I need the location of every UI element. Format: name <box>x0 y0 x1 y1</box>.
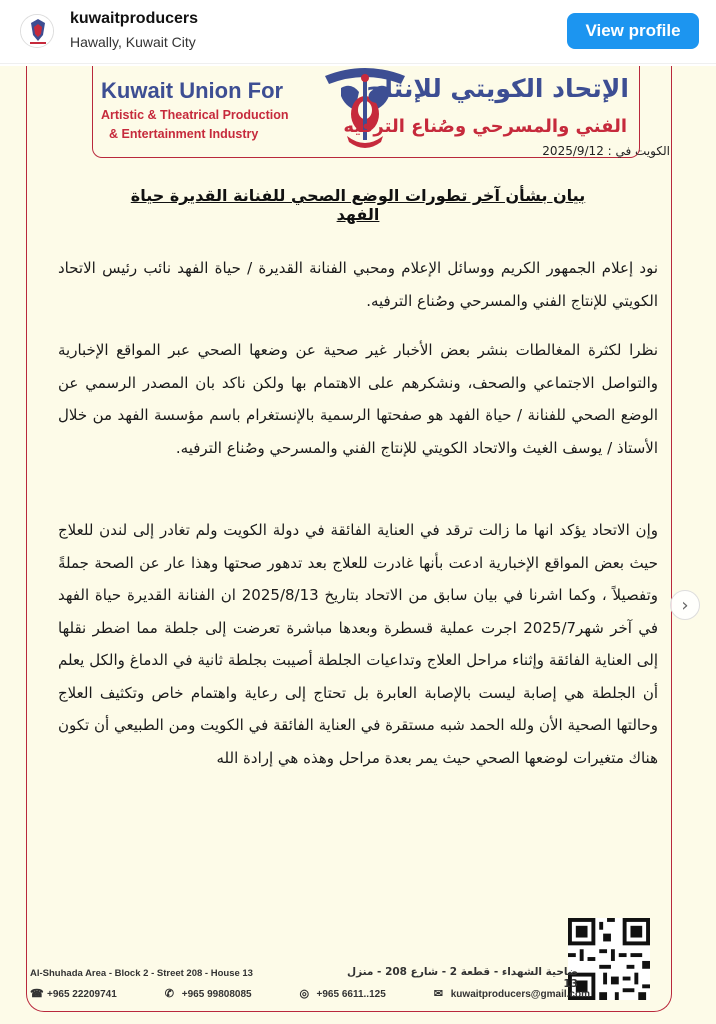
account-location[interactable]: Hawally, Kuwait City <box>70 34 196 50</box>
address-ar: ضاحية الشهداء - قطعة 2 - شارع 208 - منزل 13 <box>346 966 578 990</box>
org-name-en-line2: Artistic & Theatrical Production <box>101 108 289 122</box>
post-header <box>0 0 716 64</box>
whatsapp-icon: ◎ <box>299 988 310 1000</box>
org-name-ar: الإتحاد الكويتي للإنتاج <box>366 74 629 103</box>
view-profile-button[interactable]: View profile <box>567 13 699 49</box>
mobile-icon: ✆ <box>164 988 174 1000</box>
email-icon: ✉ <box>433 988 443 1000</box>
account-name[interactable]: kuwaitproducers <box>70 10 199 27</box>
contact-bar <box>30 988 590 1000</box>
whatsapp-number: +965 6611..125 <box>316 988 386 1000</box>
next-slide-button[interactable] <box>670 590 700 620</box>
post-image-letter <box>0 66 716 1024</box>
letter-date: الكويت في : 2025/9/12 <box>542 144 670 158</box>
letter-paragraph: نود إعلام الجمهور الكريم ووسائل الإعلام ومحبي الفنانة القديرة / حياة الفهد نائب رئيس الاتحاد الكويتي للإنتاج الفني والمسرحي وصُناع الترفيه. <box>58 259 658 310</box>
phone-icon: ☎ <box>30 988 44 1000</box>
contact-email <box>434 988 590 1000</box>
contact-phone <box>30 988 117 1000</box>
org-name-ar-line2: الفني والمسرحي وصُناع الترفيه <box>343 116 627 137</box>
mobile-number: +965 99808085 <box>181 988 252 1000</box>
union-logo-icon <box>21 15 54 48</box>
chevron-right-icon: › <box>681 594 689 616</box>
phone-number: +965 22209741 <box>47 988 117 1000</box>
org-name-en-line3: & Entertainment Industry <box>109 127 259 141</box>
org-name-en: Kuwait Union For <box>101 78 284 103</box>
contact-mobile <box>165 988 252 1000</box>
contact-whatsapp <box>300 988 386 1000</box>
email-address: kuwaitproducers@gmail.com <box>450 988 590 1000</box>
letter-subject: بيان بشأن آخر تطورات الوضع الصحي للفنانة القديرة حياة الفهد <box>130 186 586 224</box>
letter-paragraph: نظرا لكثرة المغالطات بنشر بعض الأخبار غير صحية عن وضعها الصحي عبر المواقع الإخبارية والتواصل الاجتماعي والصحف، ونشكرهم على الاهتمام بها ولكن ناكد بان المصدر الرسمي عن الوضع الصحي للفنانة / حياة الفهد هو صفحتها الرسمية بالإنستغرام باسم مؤسسة الفهد من خلال الأستاذ / يوسف الغيث والاتحاد الكويتي للإنتاج الفني والمسرحي وصُناع الترفيه. <box>58 341 658 457</box>
avatar[interactable] <box>20 14 54 48</box>
letter-paragraph: وإن الاتحاد يؤكد انها ما زالت ترقد في العناية الفائقة في دولة الكويت ولم تغادر إلى لندن للعلاج حيث بعض المواقع الإخبارية ادعت بأنها غادرت للعلاج بعد تدهور صحتها وهذا عار عن الصحة جملةً وتفصيلاً ، وكما اشرنا في بيان سابق من الاتحاد بتاريخ 2025/8/13 ان الفنانة القديرة حياة الفهد في آخر شهر2025/7 اجرت عملية قسطرة وبعدها مباشرة تعرضت إلى جلطة مما اضطر نقلها إلى العناية الفائقة وإثناء مراحل العلاج وتداعيات الجلطة أصيبت بجلطة ثانية في الدماغ والكل يعلم أن الجلطة هي إصابة ليست بالإصابة العابرة بل تحتاج إلى رعاية واهتمام خاص وتكثيف العلاج وحالتها الصحية الأن ولله الحمد شبه مستقرة في العناية الفائقة في الكويت ومن الطبيعي أن تكون هناك متغيرات لوضعها الصحي حيث يمر بعدة مراحل وهذه هي إرادة الله <box>58 521 659 767</box>
address-en: Al-Shuhada Area - Block 2 - Street 208 - House 13 <box>30 968 253 979</box>
